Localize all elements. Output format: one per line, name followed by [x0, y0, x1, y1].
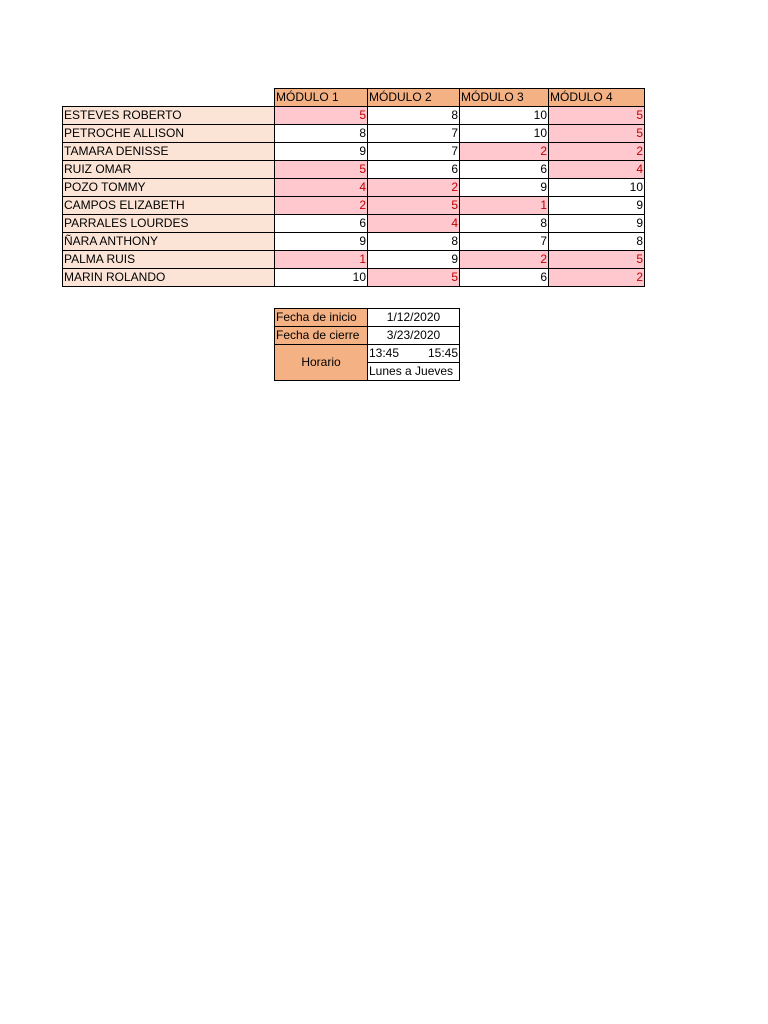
time-end: 15:45	[427, 346, 458, 360]
header-modulo-4[interactable]: MÓDULO 4	[549, 89, 645, 107]
start-date-value[interactable]: 1/12/2020	[368, 309, 460, 327]
student-name-cell[interactable]: RUIZ OMAR	[63, 161, 275, 179]
score-cell-modulo-1[interactable]: 10	[275, 269, 368, 287]
score-cell-modulo-2[interactable]: 7	[368, 143, 460, 161]
score-cell-modulo-1[interactable]: 2	[275, 197, 368, 215]
student-name-cell[interactable]: CAMPOS ELIZABETH	[63, 197, 275, 215]
student-name-cell[interactable]: ÑARA ANTHONY	[63, 233, 275, 251]
score-cell-modulo-4[interactable]: 5	[549, 251, 645, 269]
score-cell-modulo-1[interactable]: 8	[275, 125, 368, 143]
student-name-cell[interactable]: PETROCHE ALLISON	[63, 125, 275, 143]
student-name-cell[interactable]: PARRALES LOURDES	[63, 215, 275, 233]
score-cell-modulo-4[interactable]: 4	[549, 161, 645, 179]
student-name-cell[interactable]: PALMA RUIS	[63, 251, 275, 269]
info-table	[274, 308, 460, 381]
score-cell-modulo-4[interactable]: 2	[549, 269, 645, 287]
score-cell-modulo-4[interactable]: 5	[549, 125, 645, 143]
score-cell-modulo-3[interactable]: 1	[460, 197, 549, 215]
header-modulo-1[interactable]: MÓDULO 1	[275, 89, 368, 107]
schedule-days[interactable]: Lunes a Jueves	[368, 363, 460, 381]
header-modulo-2[interactable]: MÓDULO 2	[368, 89, 460, 107]
score-cell-modulo-3[interactable]: 2	[460, 143, 549, 161]
score-cell-modulo-2[interactable]: 5	[368, 197, 460, 215]
student-name-cell[interactable]: MARIN ROLANDO	[63, 269, 275, 287]
score-cell-modulo-2[interactable]: 8	[368, 233, 460, 251]
table-row	[63, 143, 645, 161]
header-row	[63, 89, 645, 107]
table-row	[63, 215, 645, 233]
score-cell-modulo-4[interactable]: 2	[549, 143, 645, 161]
start-date-row	[275, 309, 460, 327]
score-cell-modulo-2[interactable]: 7	[368, 125, 460, 143]
score-cell-modulo-3[interactable]: 10	[460, 125, 549, 143]
student-name-cell[interactable]: TAMARA DENISSE	[63, 143, 275, 161]
score-cell-modulo-3[interactable]: 10	[460, 107, 549, 125]
score-cell-modulo-3[interactable]: 6	[460, 161, 549, 179]
table-row	[63, 269, 645, 287]
score-cell-modulo-1[interactable]: 9	[275, 143, 368, 161]
score-cell-modulo-2[interactable]: 2	[368, 179, 460, 197]
score-cell-modulo-1[interactable]: 1	[275, 251, 368, 269]
score-cell-modulo-2[interactable]: 8	[368, 107, 460, 125]
score-cell-modulo-4[interactable]: 10	[549, 179, 645, 197]
score-cell-modulo-3[interactable]: 9	[460, 179, 549, 197]
score-cell-modulo-4[interactable]: 9	[549, 215, 645, 233]
schedule-time-row	[275, 345, 460, 363]
score-cell-modulo-3[interactable]: 8	[460, 215, 549, 233]
table-row	[63, 125, 645, 143]
score-cell-modulo-2[interactable]: 6	[368, 161, 460, 179]
score-cell-modulo-3[interactable]: 7	[460, 233, 549, 251]
table-row	[63, 107, 645, 125]
header-modulo-3[interactable]: MÓDULO 3	[460, 89, 549, 107]
score-cell-modulo-2[interactable]: 9	[368, 251, 460, 269]
table-row	[63, 197, 645, 215]
score-cell-modulo-1[interactable]: 5	[275, 161, 368, 179]
student-name-cell[interactable]: POZO TOMMY	[63, 179, 275, 197]
table-row	[63, 161, 645, 179]
end-date-value[interactable]: 3/23/2020	[368, 327, 460, 345]
score-cell-modulo-2[interactable]: 4	[368, 215, 460, 233]
score-cell-modulo-4[interactable]: 9	[549, 197, 645, 215]
schedule-time-cell[interactable]	[368, 345, 460, 363]
score-cell-modulo-3[interactable]: 6	[460, 269, 549, 287]
score-cell-modulo-4[interactable]: 8	[549, 233, 645, 251]
start-date-label[interactable]: Fecha de inicio	[275, 309, 368, 327]
end-date-label[interactable]: Fecha de cierre	[275, 327, 368, 345]
score-cell-modulo-3[interactable]: 2	[460, 251, 549, 269]
grades-table	[62, 88, 645, 287]
time-start: 13:45	[369, 346, 400, 360]
student-name-cell[interactable]: ESTEVES ROBERTO	[63, 107, 275, 125]
score-cell-modulo-1[interactable]: 9	[275, 233, 368, 251]
score-cell-modulo-4[interactable]: 5	[549, 107, 645, 125]
table-row	[63, 251, 645, 269]
schedule-label[interactable]: Horario	[275, 345, 368, 381]
table-row	[63, 233, 645, 251]
corner-cell[interactable]	[63, 89, 275, 107]
end-date-row	[275, 327, 460, 345]
score-cell-modulo-1[interactable]: 6	[275, 215, 368, 233]
score-cell-modulo-1[interactable]: 4	[275, 179, 368, 197]
score-cell-modulo-2[interactable]: 5	[368, 269, 460, 287]
table-row	[63, 179, 645, 197]
score-cell-modulo-1[interactable]: 5	[275, 107, 368, 125]
